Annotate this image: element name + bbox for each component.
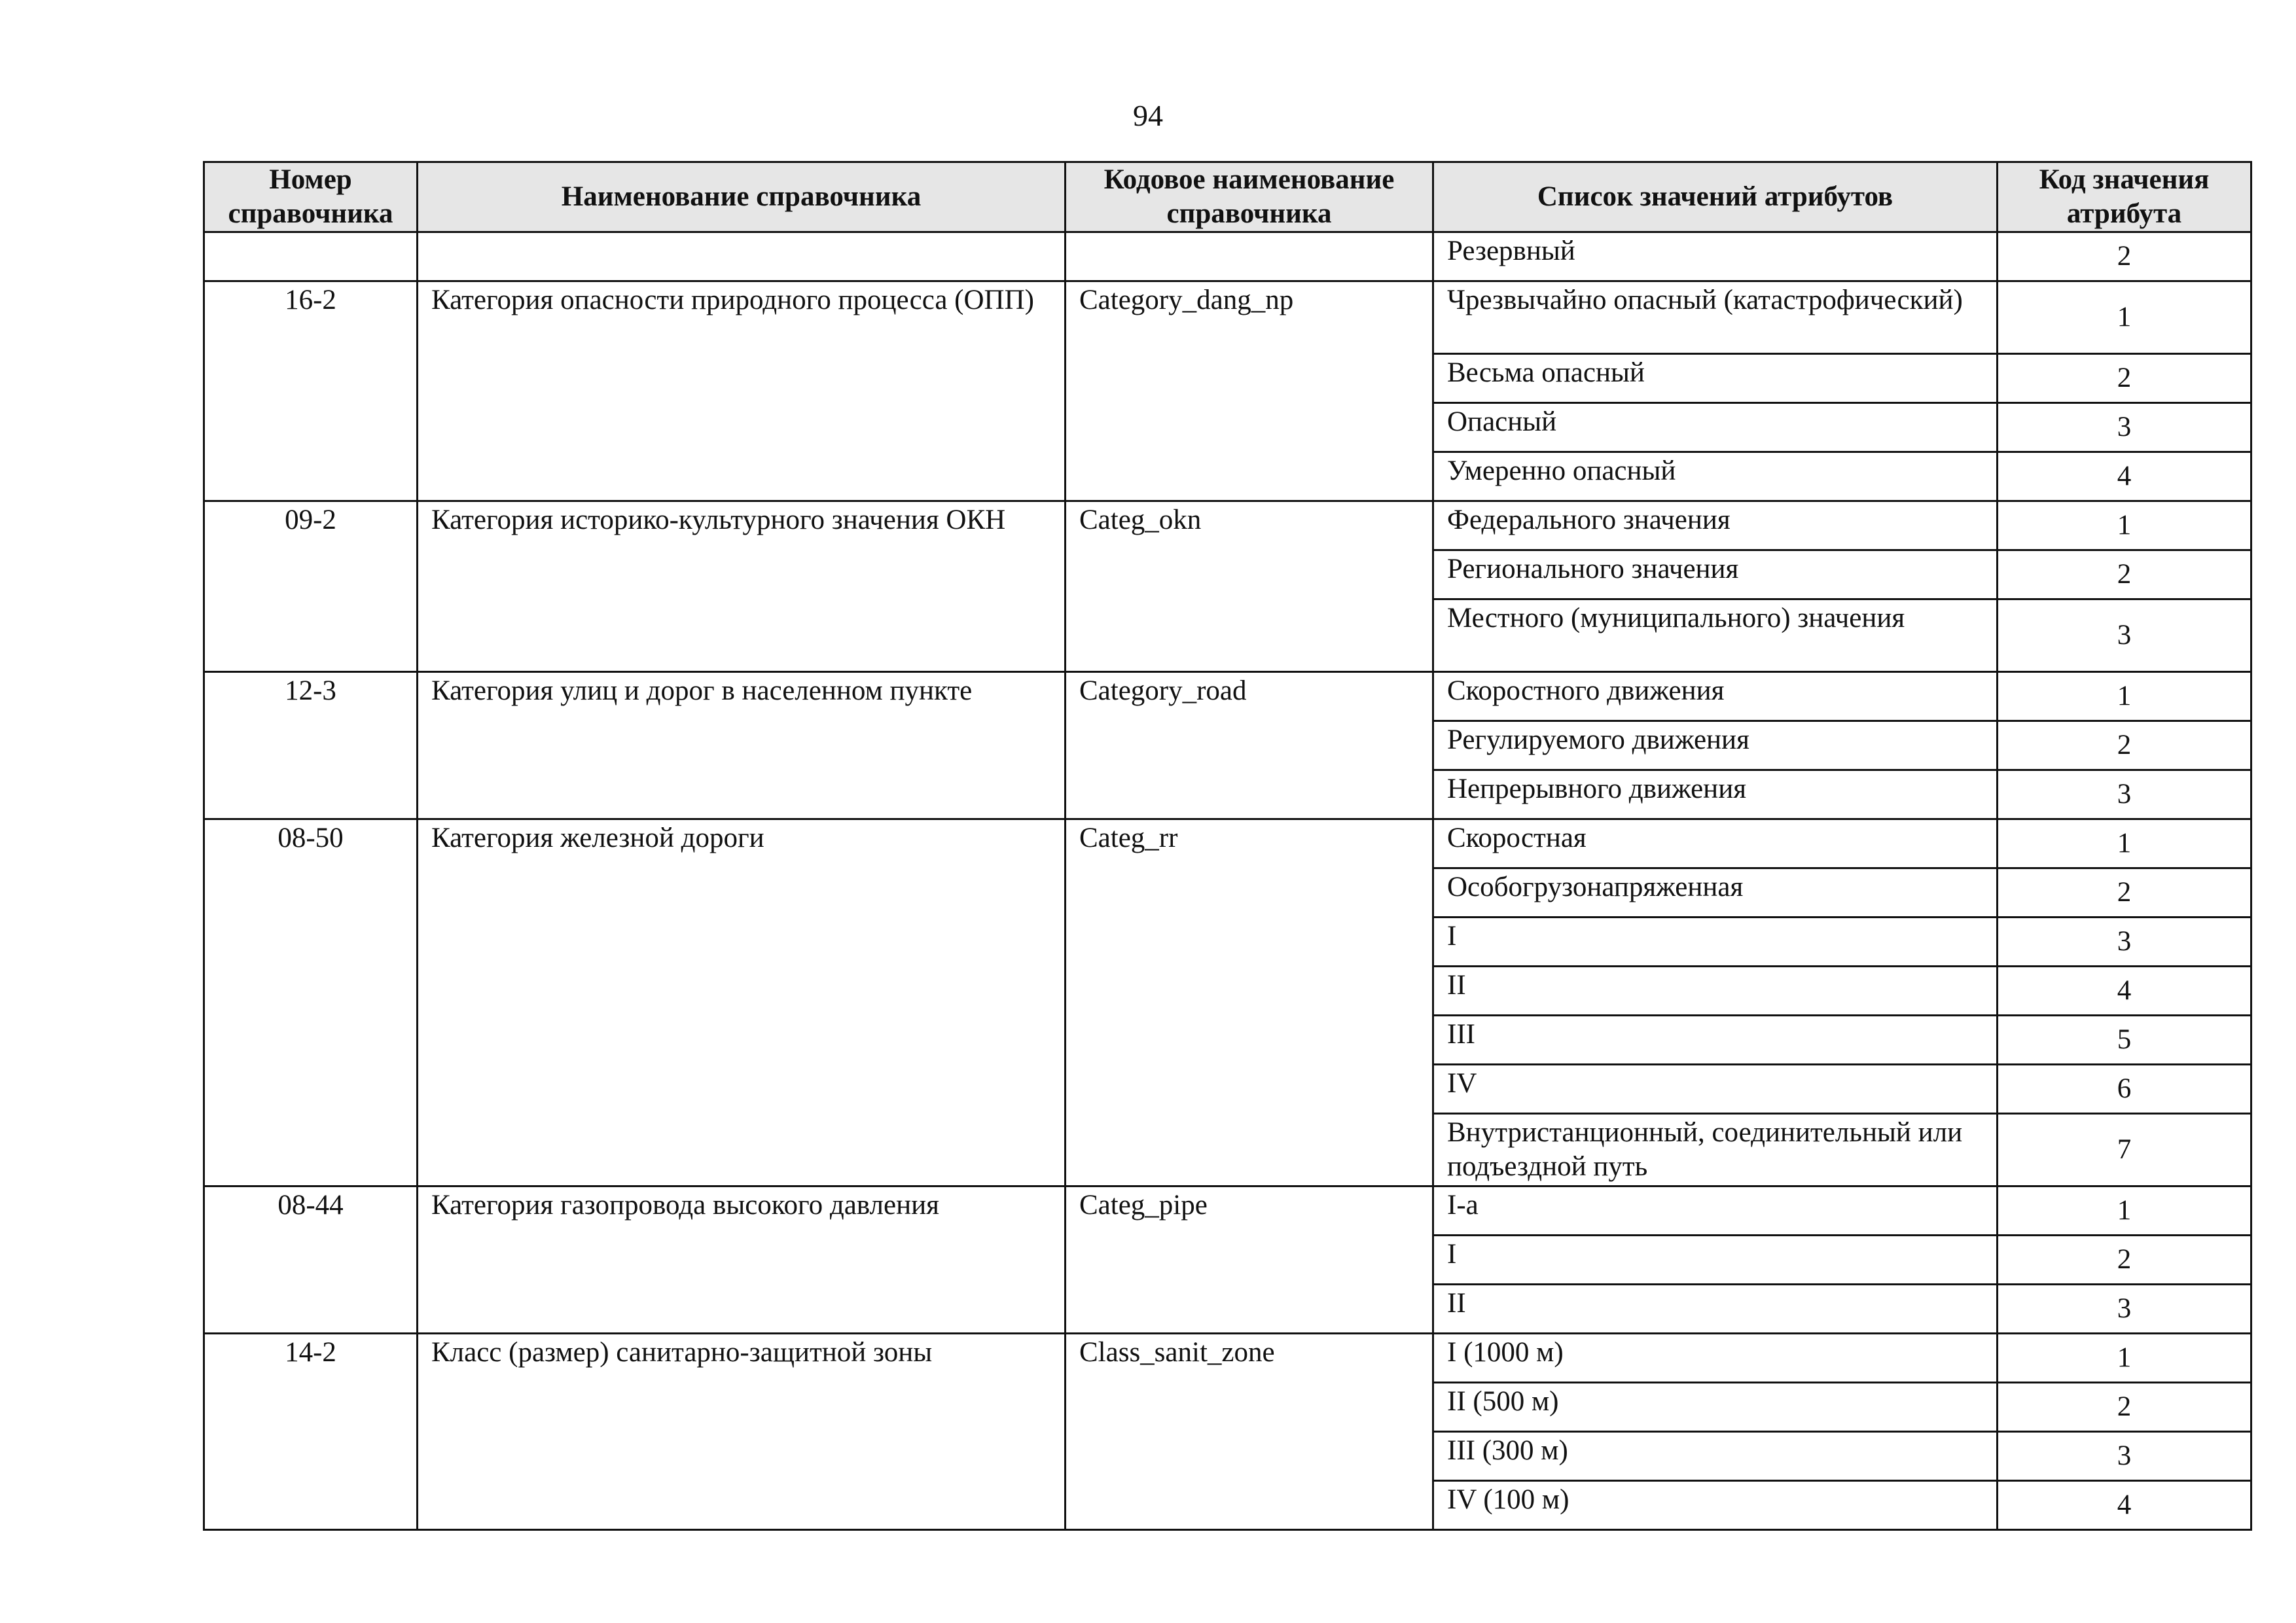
table-row bbox=[204, 672, 2251, 721]
attribute-code: 3 bbox=[1998, 599, 2251, 672]
attribute-value: Скоростного движения bbox=[1433, 672, 1998, 721]
attribute-value: II (500 м) bbox=[1433, 1383, 1998, 1432]
attribute-value: Скоростная bbox=[1433, 819, 1998, 868]
attribute-value: IV bbox=[1433, 1065, 1998, 1114]
attribute-value: Федерального значения bbox=[1433, 501, 1998, 550]
attribute-code: 4 bbox=[1998, 1481, 2251, 1530]
attribute-code: 2 bbox=[1998, 354, 2251, 403]
reference-code-name: Category_road bbox=[1066, 672, 1433, 819]
attribute-value: IV (100 м) bbox=[1433, 1481, 1998, 1530]
reference-name: Категория газопровода высокого давления bbox=[418, 1186, 1066, 1334]
attribute-code: 1 bbox=[1998, 672, 2251, 721]
attribute-code: 6 bbox=[1998, 1065, 2251, 1114]
reference-number: 14-2 bbox=[204, 1334, 418, 1530]
attribute-value: Непрерывного движения bbox=[1433, 770, 1998, 819]
attribute-code: 2 bbox=[1998, 550, 2251, 599]
reference-code-name: Class_sanit_zone bbox=[1066, 1334, 1433, 1530]
reference-name: Категория историко-культурного значения ОКН bbox=[418, 501, 1066, 672]
attribute-value: Чрезвычайно опасный (катастрофический) bbox=[1433, 281, 1998, 354]
page-number: 94 bbox=[1133, 99, 1163, 132]
reference-code-name: Categ_okn bbox=[1066, 501, 1433, 672]
attribute-code: 3 bbox=[1998, 403, 2251, 452]
header-number: Номер справочника bbox=[204, 162, 418, 232]
table-row bbox=[204, 501, 2251, 550]
header-value-code: Код значения атрибута bbox=[1998, 162, 2251, 232]
table-body bbox=[204, 232, 2251, 1530]
attribute-value: Местного (муниципального) значения bbox=[1433, 599, 1998, 672]
reference-name: Категория улиц и дорог в населенном пункте bbox=[418, 672, 1066, 819]
attribute-code: 1 bbox=[1998, 1334, 2251, 1383]
attribute-code: 3 bbox=[1998, 770, 2251, 819]
attribute-value: II bbox=[1433, 1285, 1998, 1334]
header-code-name: Кодовое наименование справочника bbox=[1066, 162, 1433, 232]
attribute-value: Резервный bbox=[1433, 232, 1998, 281]
attribute-code: 1 bbox=[1998, 1186, 2251, 1236]
attribute-code: 3 bbox=[1998, 918, 2251, 967]
attribute-code: 1 bbox=[1998, 281, 2251, 354]
reference-number: 09-2 bbox=[204, 501, 418, 672]
attribute-value: III bbox=[1433, 1016, 1998, 1065]
reference-name: Категория опасности природного процесса (ОПП) bbox=[418, 281, 1066, 501]
attribute-value: Особогрузонапряженная bbox=[1433, 868, 1998, 918]
reference-number: 12-3 bbox=[204, 672, 418, 819]
attribute-code: 1 bbox=[1998, 501, 2251, 550]
table-row bbox=[204, 232, 2251, 281]
attribute-value: Внутристанционный, соединительный или подъездной путь bbox=[1433, 1114, 1998, 1186]
empty-cell bbox=[1066, 232, 1433, 281]
table-row bbox=[204, 819, 2251, 868]
reference-number: 08-44 bbox=[204, 1186, 418, 1334]
attribute-value: III (300 м) bbox=[1433, 1432, 1998, 1481]
attribute-value: Умеренно опасный bbox=[1433, 452, 1998, 501]
attribute-code: 3 bbox=[1998, 1285, 2251, 1334]
attribute-code: 4 bbox=[1998, 967, 2251, 1016]
attribute-code: 5 bbox=[1998, 1016, 2251, 1065]
header-values: Список значений атрибутов bbox=[1433, 162, 1998, 232]
attribute-value: Опасный bbox=[1433, 403, 1998, 452]
attribute-value: Регионального значения bbox=[1433, 550, 1998, 599]
reference-table bbox=[203, 161, 2252, 1531]
reference-code-name: Categ_rr bbox=[1066, 819, 1433, 1186]
attribute-code: 7 bbox=[1998, 1114, 2251, 1186]
reference-name: Категория железной дороги bbox=[418, 819, 1066, 1186]
attribute-code: 4 bbox=[1998, 452, 2251, 501]
attribute-code: 1 bbox=[1998, 819, 2251, 868]
attribute-code: 2 bbox=[1998, 868, 2251, 918]
attribute-value: Весьма опасный bbox=[1433, 354, 1998, 403]
attribute-value: Регулируемого движения bbox=[1433, 721, 1998, 770]
empty-cell bbox=[204, 232, 418, 281]
attribute-code: 2 bbox=[1998, 1383, 2251, 1432]
attribute-value: I (1000 м) bbox=[1433, 1334, 1998, 1383]
table-row bbox=[204, 1334, 2251, 1383]
attribute-code: 2 bbox=[1998, 1236, 2251, 1285]
table-row bbox=[204, 1186, 2251, 1236]
reference-code-name: Category_dang_np bbox=[1066, 281, 1433, 501]
reference-code-name: Categ_pipe bbox=[1066, 1186, 1433, 1334]
attribute-code: 2 bbox=[1998, 721, 2251, 770]
attribute-value: I-a bbox=[1433, 1186, 1998, 1236]
attribute-value: I bbox=[1433, 918, 1998, 967]
empty-cell bbox=[418, 232, 1066, 281]
attribute-code: 2 bbox=[1998, 232, 2251, 281]
table-header-row bbox=[204, 162, 2251, 232]
attribute-value: II bbox=[1433, 967, 1998, 1016]
attribute-value: I bbox=[1433, 1236, 1998, 1285]
table-row bbox=[204, 281, 2251, 354]
reference-number: 16-2 bbox=[204, 281, 418, 501]
reference-name: Класс (размер) санитарно-защитной зоны bbox=[418, 1334, 1066, 1530]
header-name: Наименование справочника bbox=[418, 162, 1066, 232]
reference-number: 08-50 bbox=[204, 819, 418, 1186]
attribute-code: 3 bbox=[1998, 1432, 2251, 1481]
